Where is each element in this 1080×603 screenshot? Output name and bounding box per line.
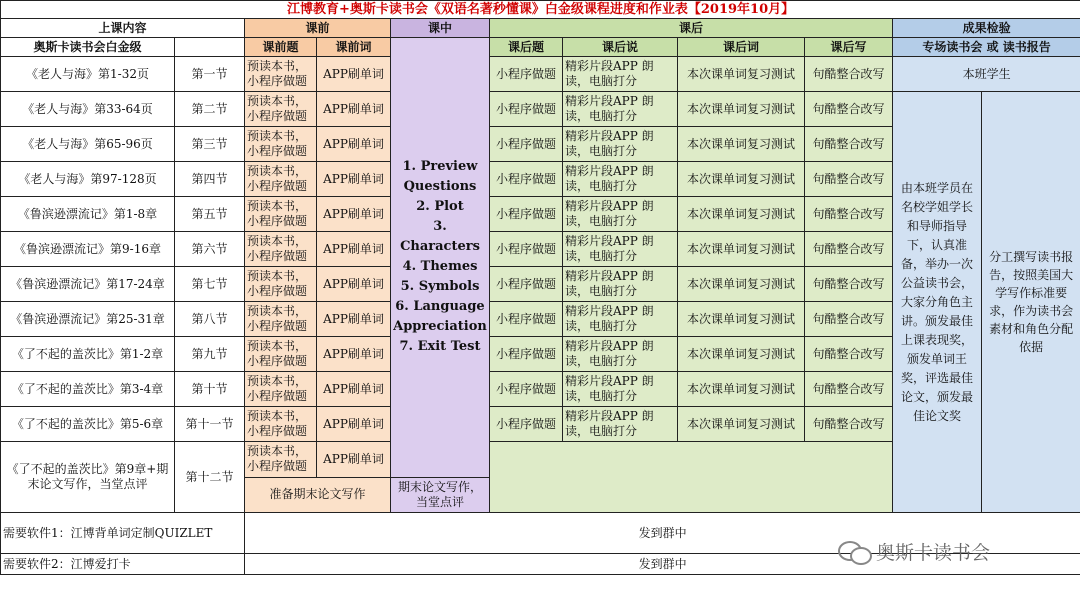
post-speak-cell: 精彩片段APP 朗读，电脑打分 bbox=[563, 407, 678, 442]
header-post-speak: 课后说 bbox=[563, 38, 678, 57]
header-result-sub: 专场读书会 或 读书报告 bbox=[893, 38, 1080, 57]
post-questions-cell: 小程序做题 bbox=[490, 127, 563, 162]
in-class-item: 7. Exit Test bbox=[399, 339, 481, 355]
post-questions-cell: 小程序做题 bbox=[490, 92, 563, 127]
section-label: 第三节 bbox=[175, 127, 245, 162]
post-write-cell: 句酷整合改写 bbox=[805, 197, 893, 232]
post-speak-cell: 精彩片段APP 朗读，电脑打分 bbox=[563, 337, 678, 372]
book-range: 《老人与海》第97-128页 bbox=[1, 162, 175, 197]
post-speak-cell: 精彩片段APP 朗读，电脑打分 bbox=[563, 372, 678, 407]
pre-questions-cell: 预读本书，小程序做题 bbox=[245, 127, 317, 162]
book-range: 《鲁滨逊漂流记》第17-24章 bbox=[1, 267, 175, 302]
pre-words-cell: APP刷单词 bbox=[317, 267, 391, 302]
post-speak-cell: 精彩片段APP 朗读，电脑打分 bbox=[563, 232, 678, 267]
book-range: 《了不起的盖茨比》第1-2章 bbox=[1, 337, 175, 372]
pre-questions-cell: 预读本书，小程序做题 bbox=[245, 232, 317, 267]
pre-words-cell: APP刷单词 bbox=[317, 302, 391, 337]
header-pre-questions: 课前题 bbox=[245, 38, 317, 57]
in-class-item: 6. Language bbox=[395, 299, 485, 315]
pre-words-cell: APP刷单词 bbox=[317, 407, 391, 442]
final-in-cell: 期末论文写作，当堂点评 bbox=[391, 477, 490, 513]
result-class-students: 本班学生 bbox=[893, 57, 1080, 92]
header-post-questions: 课后题 bbox=[490, 38, 563, 57]
in-class-item: 3. Characters bbox=[400, 219, 480, 255]
header-pre-words: 课前词 bbox=[317, 38, 391, 57]
pre-questions-cell: 预读本书，小程序做题 bbox=[245, 372, 317, 407]
book-range: 《了不起的盖茨比》第3-4章 bbox=[1, 372, 175, 407]
in-class-list bbox=[391, 38, 490, 478]
section-label: 第八节 bbox=[175, 302, 245, 337]
section-label: 第十节 bbox=[175, 372, 245, 407]
watermark-text: 奥斯卡读书会 bbox=[876, 542, 991, 564]
post-words-cell: 本次课单词复习测试 bbox=[678, 407, 805, 442]
post-write-cell: 句酷整合改写 bbox=[805, 372, 893, 407]
book-range: 《鲁滨逊漂流记》第9-16章 bbox=[1, 232, 175, 267]
table-row bbox=[1, 57, 1080, 92]
pre-words-cell: APP刷单词 bbox=[317, 442, 391, 478]
post-words-cell: 本次课单词复习测试 bbox=[678, 162, 805, 197]
post-speak-cell: 精彩片段APP 朗读，电脑打分 bbox=[563, 267, 678, 302]
watermark bbox=[838, 538, 990, 565]
pre-questions-cell: 预读本书，小程序做题 bbox=[245, 197, 317, 232]
in-class-item: 4. Themes bbox=[402, 259, 478, 275]
pre-questions-cell: 预读本书，小程序做题 bbox=[245, 337, 317, 372]
post-write-cell: 句酷整合改写 bbox=[805, 162, 893, 197]
post-write-cell: 句酷整合改写 bbox=[805, 232, 893, 267]
header-post-write: 课后写 bbox=[805, 38, 893, 57]
post-speak-cell: 精彩片段APP 朗读，电脑打分 bbox=[563, 92, 678, 127]
header-pre-class: 课前 bbox=[245, 19, 391, 38]
result-club-desc: 由本班学员在名校学姐学长和导师指导下，认真准备，举办一次公益读书会，大家分角色主讲。颁发最佳上课表现奖，颁发单词王奖，评选最佳论文，颁发最佳论文奖 bbox=[893, 92, 982, 513]
post-questions-cell: 小程序做题 bbox=[490, 302, 563, 337]
software-action: 发到群中 bbox=[245, 554, 1080, 575]
table-title: 江博教育+奥斯卡读书会《双语名著秒懂课》白金级课程进度和作业表【2019年10月】 bbox=[1, 1, 1080, 19]
post-speak-cell: 精彩片段APP 朗读，电脑打分 bbox=[563, 57, 678, 92]
section-label: 第一节 bbox=[175, 57, 245, 92]
table-row bbox=[1, 92, 1080, 127]
in-class-item: 2. Plot bbox=[416, 199, 464, 215]
header-in-class: 课中 bbox=[391, 19, 490, 38]
post-questions-cell: 小程序做题 bbox=[490, 232, 563, 267]
book-range: 《老人与海》第33-64页 bbox=[1, 92, 175, 127]
post-words-cell: 本次课单词复习测试 bbox=[678, 372, 805, 407]
post-questions-cell: 小程序做题 bbox=[490, 267, 563, 302]
header-club: 奥斯卡读书会白金级 bbox=[1, 38, 175, 57]
pre-words-cell: APP刷单词 bbox=[317, 57, 391, 92]
in-class-item: Questions bbox=[403, 179, 477, 195]
pre-questions-cell: 预读本书，小程序做题 bbox=[245, 162, 317, 197]
section-label: 第九节 bbox=[175, 337, 245, 372]
post-words-cell: 本次课单词复习测试 bbox=[678, 57, 805, 92]
book-range: 《鲁滨逊漂流记》第1-8章 bbox=[1, 197, 175, 232]
section-label: 第十一节 bbox=[175, 407, 245, 442]
book-range: 《老人与海》第1-32页 bbox=[1, 57, 175, 92]
in-class-item: Appreciation bbox=[393, 319, 487, 335]
section-label: 第七节 bbox=[175, 267, 245, 302]
section-label: 第五节 bbox=[175, 197, 245, 232]
post-questions-cell: 小程序做题 bbox=[490, 407, 563, 442]
section-label: 第四节 bbox=[175, 162, 245, 197]
header-content: 上课内容 bbox=[1, 19, 245, 38]
software-label: 需要软件2：江博爱打卡 bbox=[1, 554, 245, 575]
post-write-cell: 句酷整合改写 bbox=[805, 407, 893, 442]
pre-questions-cell: 预读本书，小程序做题 bbox=[245, 267, 317, 302]
pre-questions-cell: 预读本书，小程序做题 bbox=[245, 407, 317, 442]
post-questions-cell: 小程序做题 bbox=[490, 57, 563, 92]
post-write-cell: 句酷整合改写 bbox=[805, 337, 893, 372]
post-words-cell: 本次课单词复习测试 bbox=[678, 92, 805, 127]
post-write-cell: 句酷整合改写 bbox=[805, 92, 893, 127]
in-class-item: 5. Symbols bbox=[400, 279, 480, 295]
post-write-cell: 句酷整合改写 bbox=[805, 57, 893, 92]
post-speak-cell: 精彩片段APP 朗读，电脑打分 bbox=[563, 127, 678, 162]
book-range: 《了不起的盖茨比》第9章+期末论文写作，当堂点评 bbox=[1, 442, 175, 513]
post-words-cell: 本次课单词复习测试 bbox=[678, 127, 805, 162]
post-write-cell: 句酷整合改写 bbox=[805, 267, 893, 302]
pre-words-cell: APP刷单词 bbox=[317, 162, 391, 197]
result-report-desc: 分工撰写读书报告，按照美国大学写作标准要求，作为读书会素材和角色分配依据 bbox=[982, 92, 1080, 513]
header-result: 成果检验 bbox=[893, 19, 1080, 38]
post-blank-cell bbox=[490, 442, 893, 513]
book-range: 《老人与海》第65-96页 bbox=[1, 127, 175, 162]
pre-questions-cell: 预读本书，小程序做题 bbox=[245, 302, 317, 337]
software-label: 需要软件1：江博背单词定制QUIZLET bbox=[1, 513, 245, 554]
header-post-class: 课后 bbox=[490, 19, 893, 38]
post-words-cell: 本次课单词复习测试 bbox=[678, 197, 805, 232]
post-write-cell: 句酷整合改写 bbox=[805, 302, 893, 337]
section-label: 第十二节 bbox=[175, 442, 245, 513]
post-questions-cell: 小程序做题 bbox=[490, 372, 563, 407]
pre-words-cell: APP刷单词 bbox=[317, 232, 391, 267]
post-questions-cell: 小程序做题 bbox=[490, 162, 563, 197]
post-write-cell: 句酷整合改写 bbox=[805, 127, 893, 162]
pre-words-cell: APP刷单词 bbox=[317, 197, 391, 232]
header-post-words: 课后词 bbox=[678, 38, 805, 57]
post-words-cell: 本次课单词复习测试 bbox=[678, 232, 805, 267]
pre-words-cell: APP刷单词 bbox=[317, 92, 391, 127]
in-class-item: 1. Preview bbox=[402, 159, 478, 175]
pre-questions-cell: 预读本书，小程序做题 bbox=[245, 57, 317, 92]
final-pre-cell: 准备期末论文写作 bbox=[245, 477, 391, 513]
post-words-cell: 本次课单词复习测试 bbox=[678, 302, 805, 337]
section-label: 第二节 bbox=[175, 92, 245, 127]
post-questions-cell: 小程序做题 bbox=[490, 337, 563, 372]
pre-words-cell: APP刷单词 bbox=[317, 372, 391, 407]
pre-words-cell: APP刷单词 bbox=[317, 127, 391, 162]
pre-questions-cell: 预读本书，小程序做题 bbox=[245, 92, 317, 127]
pre-questions-cell: 预读本书，小程序做题 bbox=[245, 442, 317, 478]
book-range: 《了不起的盖茨比》第5-6章 bbox=[1, 407, 175, 442]
post-words-cell: 本次课单词复习测试 bbox=[678, 267, 805, 302]
header-section bbox=[175, 38, 245, 57]
pre-words-cell: APP刷单词 bbox=[317, 337, 391, 372]
software-action: 发到群中 bbox=[245, 513, 1080, 554]
section-label: 第六节 bbox=[175, 232, 245, 267]
post-questions-cell: 小程序做题 bbox=[490, 197, 563, 232]
wechat-icon bbox=[838, 539, 872, 565]
post-words-cell: 本次课单词复习测试 bbox=[678, 337, 805, 372]
book-range: 《鲁滨逊漂流记》第25-31章 bbox=[1, 302, 175, 337]
post-speak-cell: 精彩片段APP 朗读，电脑打分 bbox=[563, 197, 678, 232]
post-speak-cell: 精彩片段APP 朗读，电脑打分 bbox=[563, 302, 678, 337]
post-speak-cell: 精彩片段APP 朗读，电脑打分 bbox=[563, 162, 678, 197]
